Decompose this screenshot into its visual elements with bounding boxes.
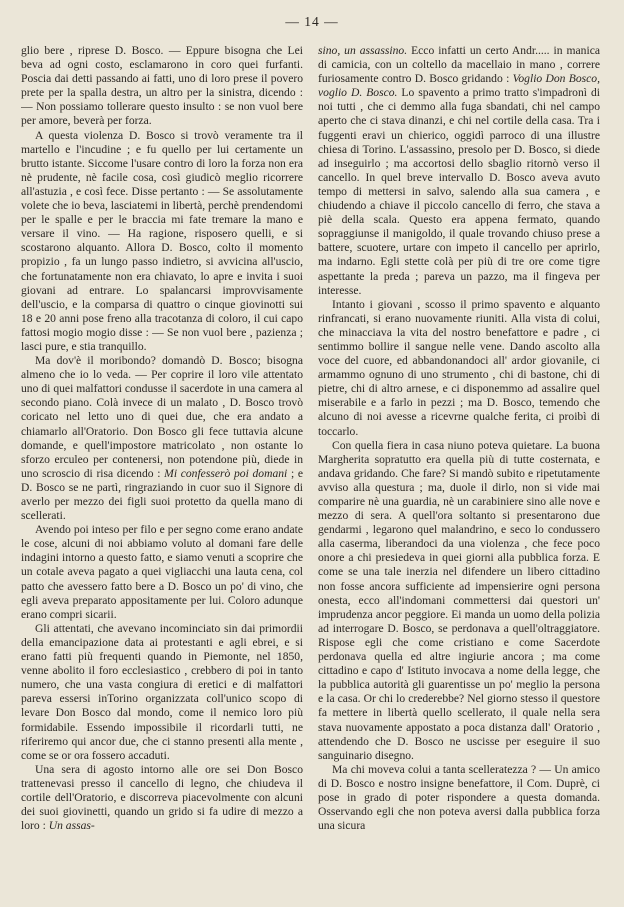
text-run: Ma dov'è il moribondo? domandò D. Bosco; bisogna almeno che io lo veda. — Per coprire il loro vile attentato uno di quei malfattori condusse il sacerdote in una camera al secondo piano. Colà invece di un malato , D. Bosco trovò coricato nel letto uno di quei due, che era andato a chiamarlo all'Oratorio. Don Bosco gli fece tuttavia alcune domande, e quell'impostore matricolato , non ostante lo sforzo erculeo per contenersi, non potendone più, diede in uno scroscio di risa dicendo : (21, 354, 303, 480)
text-run: glio bere , riprese D. Bosco. — Eppure bisogna che Lei beva ad ogni costo, esclamarono in coro quei furfanti. Poscia dai detti passando ai fatti, uno di loro prese il povero prete per la spalla destra, un altro per la sinistra, dicendo : — Non possiamo tollerare questo insulto : se non vuol bere per amore, beverà per forza. (21, 44, 303, 128)
text-run: Ecco infatti un certo Andr..... in manica di camicia, con un coltello da macellaio in mano , correre furiosamente contro D. Bosco gridando : (318, 44, 600, 86)
italic-text: Mi confesserò poi domani (164, 466, 288, 480)
text-run: Lo spavento a primo tratto s'impadronì di noi tutti , che ci demmo alla fuga sbandati, chi nel campo aperto che ci stava dinanzi, e chi nel cortile della casa. Tra i fuggenti eravi un chierico, oggidì parroco di una illustre chiesa di Torino. L'assassino, presolo per D. Bosco, si diede ad inseguirlo ; ma accortosi dello sbaglio ritornò verso il cancello. In quel breve intervallo D. Bosco aveva avuto tempo di mettersi in salvo, salendo alla sua camera , e chiudendo a chiave il piccolo cancello di ferro, che stava a piè della scala. Questo era appena fermato, quando sopraggiunse il manigoldo, il quale trovando chiuso prese a battere, scuotere, urtare con impeto il cancello per aprirlo, ma indarno. Egli stette colà per più di tre ore come tigre aspettante la preda ; pareva un pazzo, ma il fingeva per interesse. (318, 86, 600, 297)
text-run: Avendo poi inteso per filo e per segno come erano andate le cose, alcuni di noi abbiamo voluto al domani fare delle indagini intorno a questo fatto, e siamo venuti a scoprire che un cotale aveva pagato a quei vigliacchi una lauta cena, col patto che avessero fatto bere a D. Bosco un po' di vino, che egli aveva preparato appositamente per lui. Coloro adunque erano compri sicarii. (21, 523, 303, 621)
paragraph (21, 354, 303, 523)
paragraph (21, 129, 303, 355)
italic-text: Un assas- (48, 819, 95, 833)
paragraph (318, 298, 600, 439)
paragraph (318, 439, 600, 763)
italic-text: sino, un assassino. (318, 44, 408, 57)
paragraph (21, 44, 303, 129)
text-run: Intanto i giovani , scosso il primo spavento e alquanto rinfrancati, si erano nuovamente riuniti. Alla vista di colui, che minacciava la vita del nostro benefattore e padre , ci sentimmo bollire il sangue nelle vene. Dando ascolto alla voce del cuore, ed abbandonandoci all' ardor giovanile, ci armammo ognuno di uno strumento , chi di bastone, chi di pietre, chi di altro arnese, e ci disponemmo ad assalire quel miserabile e a farlo in pezzi ; ma D. Bosco, temendo che alcuno di noi avesse a ricevrne qualche ferita, ci proibì di toccarlo. (318, 297, 600, 438)
paragraph (21, 523, 303, 622)
italic-text: Voglio Don Bosco, voglio D. Bosco. (318, 72, 600, 100)
text-run: ; e D. Bosco se ne partì, ringraziando in cuor suo il Signore di averlo per mezzo dei figli suoi protetto da quella mano di scellerati. (21, 466, 303, 523)
paragraph (21, 763, 303, 833)
page-number: — 14 — (285, 14, 339, 29)
text-run: A questa violenza D. Bosco si trovò veramente tra il martello e l'incudine ; e fu quello per lui certamente un brutto istante. Siccome l'usare contro di loro la forza non era nè prudente, nè facile cosa, così giudicò meglio ricorrere all'astuzia , e così fece. Disse pertanto : — Se assolutamente volete che io beva, lasciatemi in libertà, perchè prendendomi per le spalle e per le braccia mi fate tremare la mano e versare il vino. — Ha ragione, risposero quelli, e si scostarono alquanto. Allora D. Bosco, colto il momento propizio , fa un lungo passo indietro, si avvicina all'uscio, che fortunatamente non era chiavato, lo apre e invita i suoi giovani ad entrare. Lo spalancarsi improvvisamente dell'uscio, e la comparsa di quattro o cinque giovinotti sui 18 e 20 anni pose freno alla tracotanza di coloro, il cui capo fattosi mogio mogio disse : — Se non vuol bere , pazienza ; lasci pure, e stia tranquillo. (21, 128, 303, 353)
paragraph (21, 622, 303, 763)
left-column (21, 44, 303, 902)
text-run: Una sera di agosto intorno alle ore sei Don Bosco trattenevasi presso il cancello di legno, che chiudeva il cortile dell'Oratorio, e discorreva piacevolmente con alcuni dei suoi giovinetti, quando un grido si fa udire di mezzo a loro : (21, 762, 303, 833)
paragraph (318, 44, 600, 298)
text-run: Con quella fiera in casa niuno poteva quietare. La buona Margherita sopratutto era quella più di tutte costernata, e andava gridando. Che fare? Si mandò subito e ripetutamente avviso alla questura ; ma, duole il dirlo, non si vide mai comparire nè una guardia, nè un carabiniere sino alle nove e mezzo di sera. A quell'ora soltanto si presentarono due gendarmi , legarono quel malandrino, e seco lo condussero alla caserma, liberandoci da una violenza , che fece poco onore a chi presiedeva in quei giorni alla pubblica forza. E come se una tale inerzia nel difendere un libero cittadino non fosse ancora sufficiente ad impensierire ogni persona onesta, ecco all'indomani commettersi dai questori un' imprudenza ancor peggiore. Ei manda un uomo della polizia ad interrogare D. Bosco, se perdonava a quell'oltraggiatore. Rispose egli che come cristiano e come Sacerdote perdonava quella ed altre ingiurie ancora ; ma come cittadino e capo d' Istituto invocava a nome della legge, che la pubblica autorità gli guarentisse un po' meglio la persona e la casa. Or chi lo crederebbe? Nel giorno stesso il questore fa mettere in libertà quello scellerato, il quale nella sera stava nuovamente appostato a poca distanza dall' Oratorio , attendendo che D. Bosco ne uscisse per eseguire il suo sanguinario disegno. (318, 438, 600, 762)
text-run: Ma chi moveva colui a tanta scelleratezza ? — Un amico di D. Bosco e nostro insigne benefattore, il Com. Duprè, ci pose in grado di poter rispondere a questa domanda. Osservando egli che non poteva aversi dalla pubblica forza una sicura (318, 762, 600, 833)
text-run: Gli attentati, che avevano incominciato sin dai primordii della emancipazione data ai protestanti e agli ebrei, e si erano fatti più frequenti quando in Piemonte, nel 1850, venne abolito il foro ecclesiastico , crebbero di poi in tanto numero, che una vasta congiura di eretici e di malfattori pareva essersi inTorino organizzata coll'unico scopo di levare Don Bosco dal mondo, come il nemico loro più formidabile. Essendo impossibile il ricordarli tutti, ne riferiremo qui ancor due, che ci stanno presenti alla mente , come se or ora fossero accaduti. (21, 621, 303, 762)
right-column (318, 44, 600, 902)
paragraph (318, 763, 600, 833)
